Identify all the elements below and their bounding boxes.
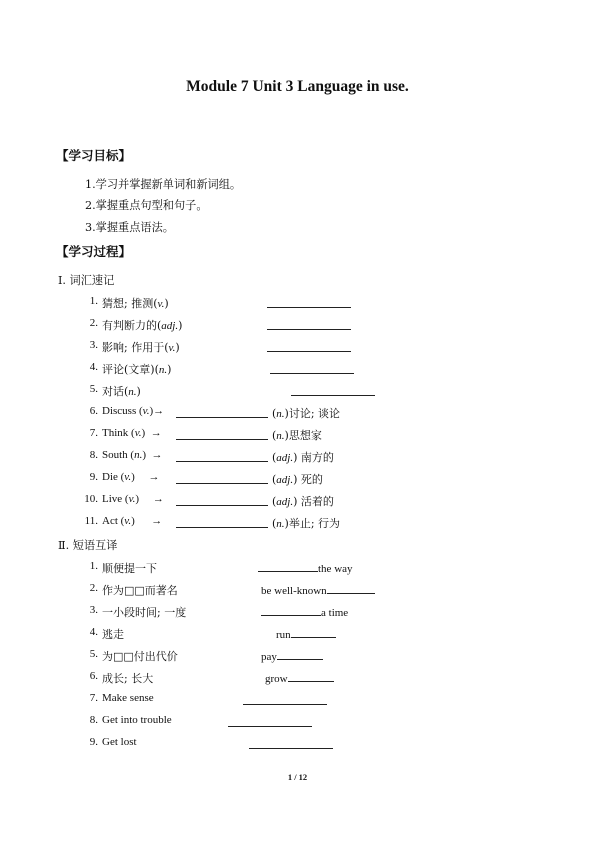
word-form-item: Live (v.) → xyxy=(102,493,164,505)
vocab-heading: Ⅰ. 词汇速记 xyxy=(58,274,115,287)
word-form-gloss: (adj.) 死的 xyxy=(272,473,323,486)
phrase-prompt: 逃走 xyxy=(102,628,124,641)
phrase-number: 4. xyxy=(89,626,98,638)
page-number: 1 / 12 xyxy=(287,772,308,782)
phrase-number: 3. xyxy=(89,604,98,616)
word-form-item: Discuss (v.)→ xyxy=(102,405,165,417)
phrase-number: 1. xyxy=(89,560,98,572)
answer-blank[interactable] xyxy=(176,515,268,533)
answer-blank[interactable] xyxy=(267,317,351,335)
vocab-number: 3. xyxy=(89,339,98,351)
word-form-gloss: (n.)讨论; 谈论 xyxy=(272,407,341,420)
word-form-gloss: (n.)举止; 行为 xyxy=(272,517,341,530)
word-form-gloss: (adj.) 活着的 xyxy=(272,495,334,508)
phrase-answer-blank[interactable] xyxy=(228,714,312,732)
vocab-prompt: 评论(文章)(n.) xyxy=(102,363,172,376)
objective-2: 2.掌握重点句型和句子。 xyxy=(85,199,208,212)
vocab-number: 1. xyxy=(89,295,98,307)
word-form-item: South (n.) → xyxy=(102,449,163,461)
phrase-number: 7. xyxy=(89,692,98,704)
phrases-heading: Ⅱ. 短语互译 xyxy=(58,539,118,552)
vocab-number: 4. xyxy=(89,361,98,373)
phrase-prompt: Get into trouble xyxy=(102,714,172,726)
word-form-item: Think (v.) → xyxy=(102,427,162,439)
phrase-number: 5. xyxy=(89,648,98,660)
vocab-prompt: 影响; 作用于(v.) xyxy=(102,341,180,354)
phrase-answer[interactable]: a time xyxy=(261,604,348,619)
phrase-prompt: 作为□□而著名 xyxy=(102,584,178,597)
objective-3: 3.掌握重点语法。 xyxy=(85,221,174,234)
vocab-prompt: 猜想; 推测(v.) xyxy=(102,297,169,310)
vocab-number: 2. xyxy=(89,317,98,329)
phrase-number: 9. xyxy=(89,736,98,748)
phrase-answer[interactable]: the way xyxy=(258,560,353,575)
objectives-heading: 【学习目标】 xyxy=(56,148,132,163)
word-form-item: Die (v.) → xyxy=(102,471,160,483)
objective-1: 1.学习并掌握新单词和新词组。 xyxy=(85,178,242,191)
vocab-prompt: 对话(n.) xyxy=(102,385,141,398)
answer-blank[interactable] xyxy=(176,427,268,445)
phrase-number: 2. xyxy=(89,582,98,594)
answer-blank[interactable] xyxy=(176,405,268,423)
answer-blank[interactable] xyxy=(291,383,375,401)
vocab-number: 11. xyxy=(84,515,98,527)
vocab-number: 8. xyxy=(89,449,98,461)
phrase-prompt: Get lost xyxy=(102,736,137,748)
answer-blank[interactable] xyxy=(176,471,268,489)
vocab-number: 7. xyxy=(89,427,98,439)
process-heading: 【学习过程】 xyxy=(56,244,132,259)
phrase-number: 6. xyxy=(89,670,98,682)
vocab-prompt: 有判断力的(adj.) xyxy=(102,319,183,332)
vocab-number: 10. xyxy=(84,493,98,505)
phrase-prompt: 成长; 长大 xyxy=(102,672,154,685)
phrase-answer[interactable]: run xyxy=(276,626,336,641)
page-title: Module 7 Unit 3 Language in use. xyxy=(186,78,409,95)
answer-blank[interactable] xyxy=(267,339,351,357)
vocab-number: 6. xyxy=(89,405,98,417)
phrase-prompt: 顺便提一下 xyxy=(102,562,157,575)
phrase-prompt: 为□□付出代价 xyxy=(102,650,178,663)
word-form-gloss: (n.)思想家 xyxy=(272,429,322,442)
phrase-prompt: 一小段时间; 一度 xyxy=(102,606,187,619)
answer-blank[interactable] xyxy=(176,449,268,467)
answer-blank[interactable] xyxy=(267,295,351,313)
answer-blank[interactable] xyxy=(176,493,268,511)
phrase-answer-blank[interactable] xyxy=(243,692,327,710)
vocab-number: 9. xyxy=(89,471,98,483)
vocab-number: 5. xyxy=(89,383,98,395)
answer-blank[interactable] xyxy=(270,361,354,379)
word-form-gloss: (adj.) 南方的 xyxy=(272,451,334,464)
phrase-answer[interactable]: be well-known xyxy=(261,582,375,597)
word-form-item: Act (v.) → xyxy=(102,515,163,527)
phrase-prompt: Make sense xyxy=(102,692,154,704)
phrase-answer[interactable]: grow xyxy=(265,670,334,685)
phrase-answer[interactable]: pay xyxy=(261,648,323,663)
phrase-number: 8. xyxy=(89,714,98,726)
phrase-answer-blank[interactable] xyxy=(249,736,333,754)
